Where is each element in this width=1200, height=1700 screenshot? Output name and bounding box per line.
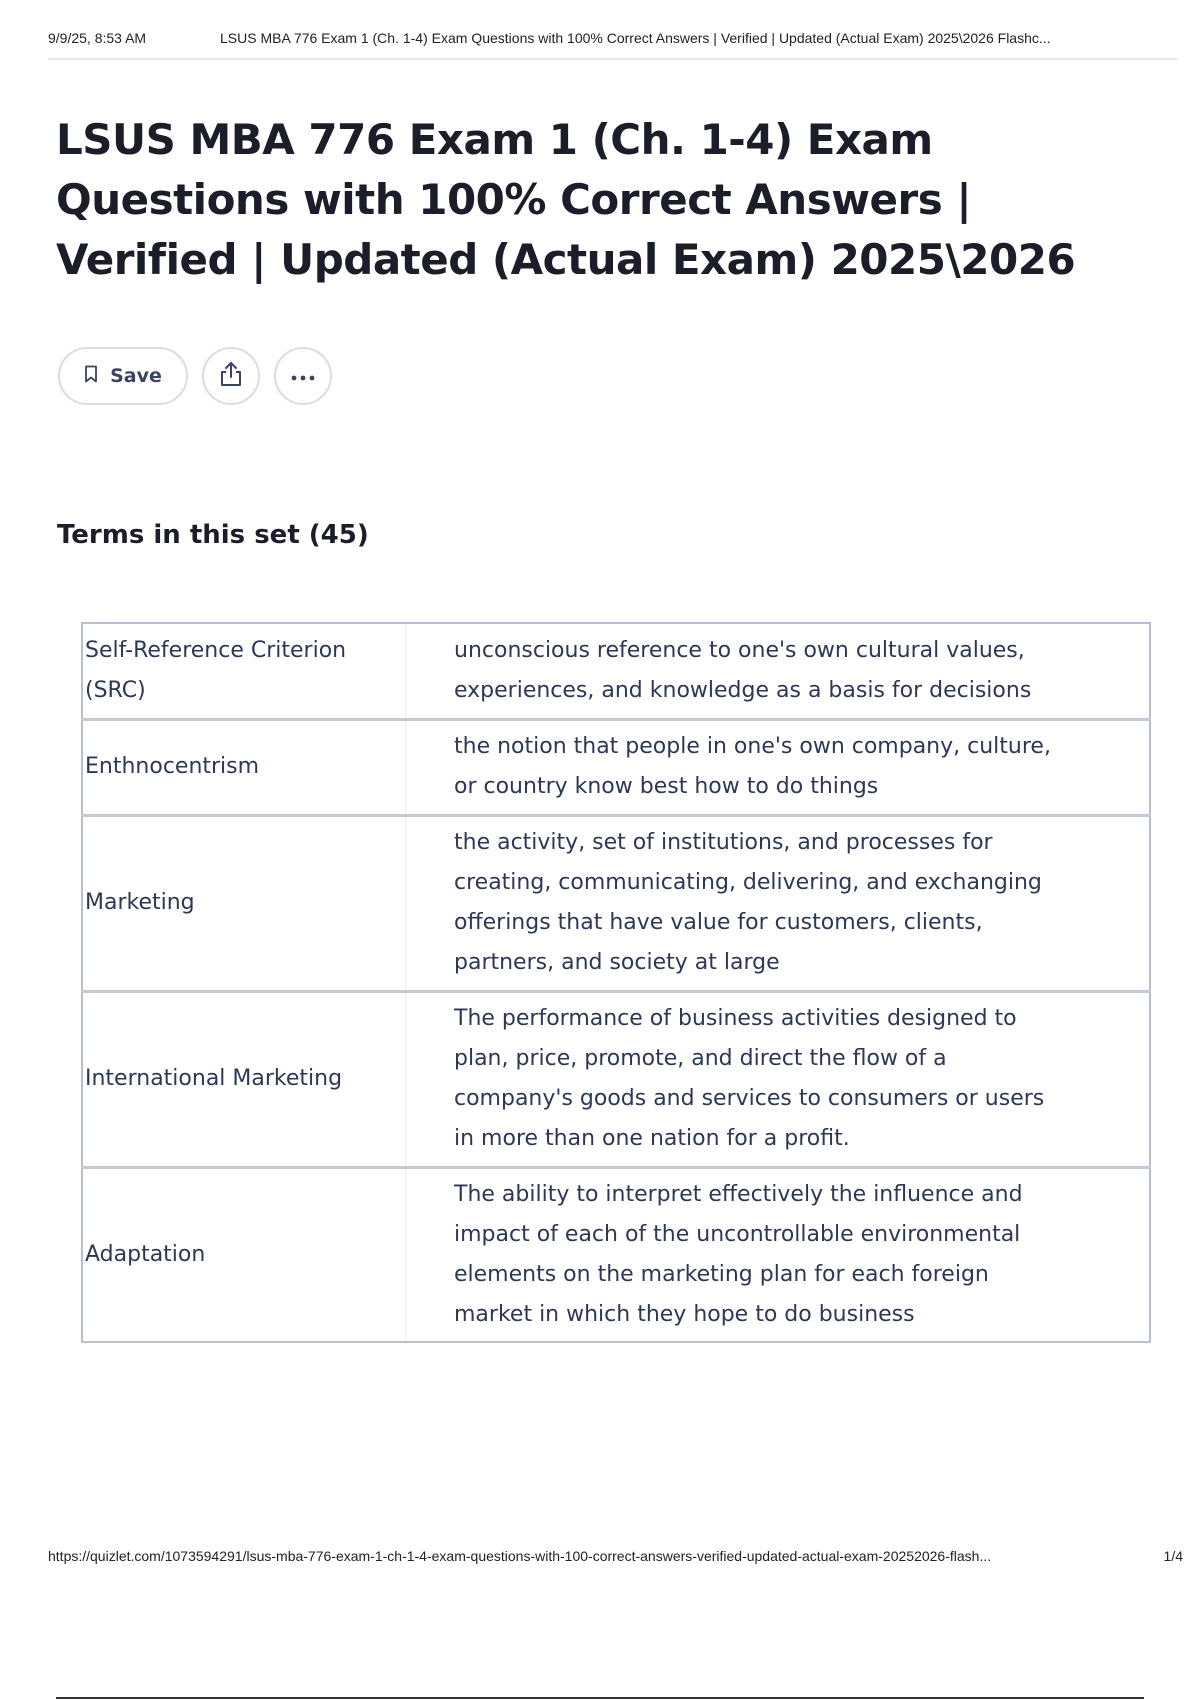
page-number: 1/4 [1163, 1548, 1183, 1564]
bookmark-icon [84, 365, 98, 388]
definition-text: the activity, set of institutions, and processes for creating, communicating, delivering, and exchanging offerings that have value for customers, clients, partners, and society at large [454, 830, 1042, 975]
term-text: Self-Reference Criterion (SRC) [82, 623, 406, 719]
term-row [82, 623, 1150, 719]
definition-text: the notion that people in one's own company, culture, or country know best how to do things [454, 734, 1051, 799]
page-title: LSUS MBA 776 Exam 1 (Ch. 1-4) Exam Questions with 100% Correct Answers | Verified | Updated (Actual Exam) 2025\2026 [56, 115, 1076, 284]
term-row [82, 991, 1150, 1167]
definition-text: The performance of business activities designed to plan, price, promote, and direct the flow of a company's goods and services to consumers or users in more than one nation for a profit. [454, 1006, 1045, 1151]
term-text: Marketing [82, 815, 406, 991]
term-row [82, 815, 1150, 991]
print-url: https://quizlet.com/1073594291/lsus-mba-776-exam-1-ch-1-4-exam-questions-with-100-correct-answers-verified-updated-actual-exam-20252026-flash... [48, 1548, 992, 1564]
definition-text: The ability to interpret effectively the influence and impact of each of the uncontrollable environmental elements on the marketing plan for each foreign market in which they hope to do business [454, 1181, 1023, 1327]
terms-table [81, 622, 1151, 1343]
print-document-title: LSUS MBA 776 Exam 1 (Ch. 1-4) Exam Questions with 100% Correct Answers | Verified | Updated (Actual Exam) 2025\2026 Flashc... [220, 30, 1051, 46]
term-row [82, 719, 1150, 815]
share-icon [218, 360, 244, 392]
save-button[interactable] [58, 347, 188, 405]
term-text: Enthnocentrism [82, 719, 406, 815]
term-row [82, 1167, 1150, 1342]
save-button-label: Save [110, 365, 162, 387]
term-text: Adaptation [82, 1167, 406, 1342]
term-text: International Marketing [82, 991, 406, 1167]
page-bottom-divider [56, 1697, 1144, 1699]
print-header [48, 30, 1178, 60]
terms-heading: Terms in this set (45) [57, 520, 369, 550]
share-button[interactable] [202, 347, 260, 405]
definition-text: unconscious reference to one's own cultural values, experiences, and knowledge as a basis for decisions [454, 637, 1032, 703]
more-icon [290, 367, 316, 386]
action-bar [58, 346, 332, 406]
more-options-button[interactable] [274, 347, 332, 405]
print-date: 9/9/25, 8:53 AM [48, 30, 147, 46]
